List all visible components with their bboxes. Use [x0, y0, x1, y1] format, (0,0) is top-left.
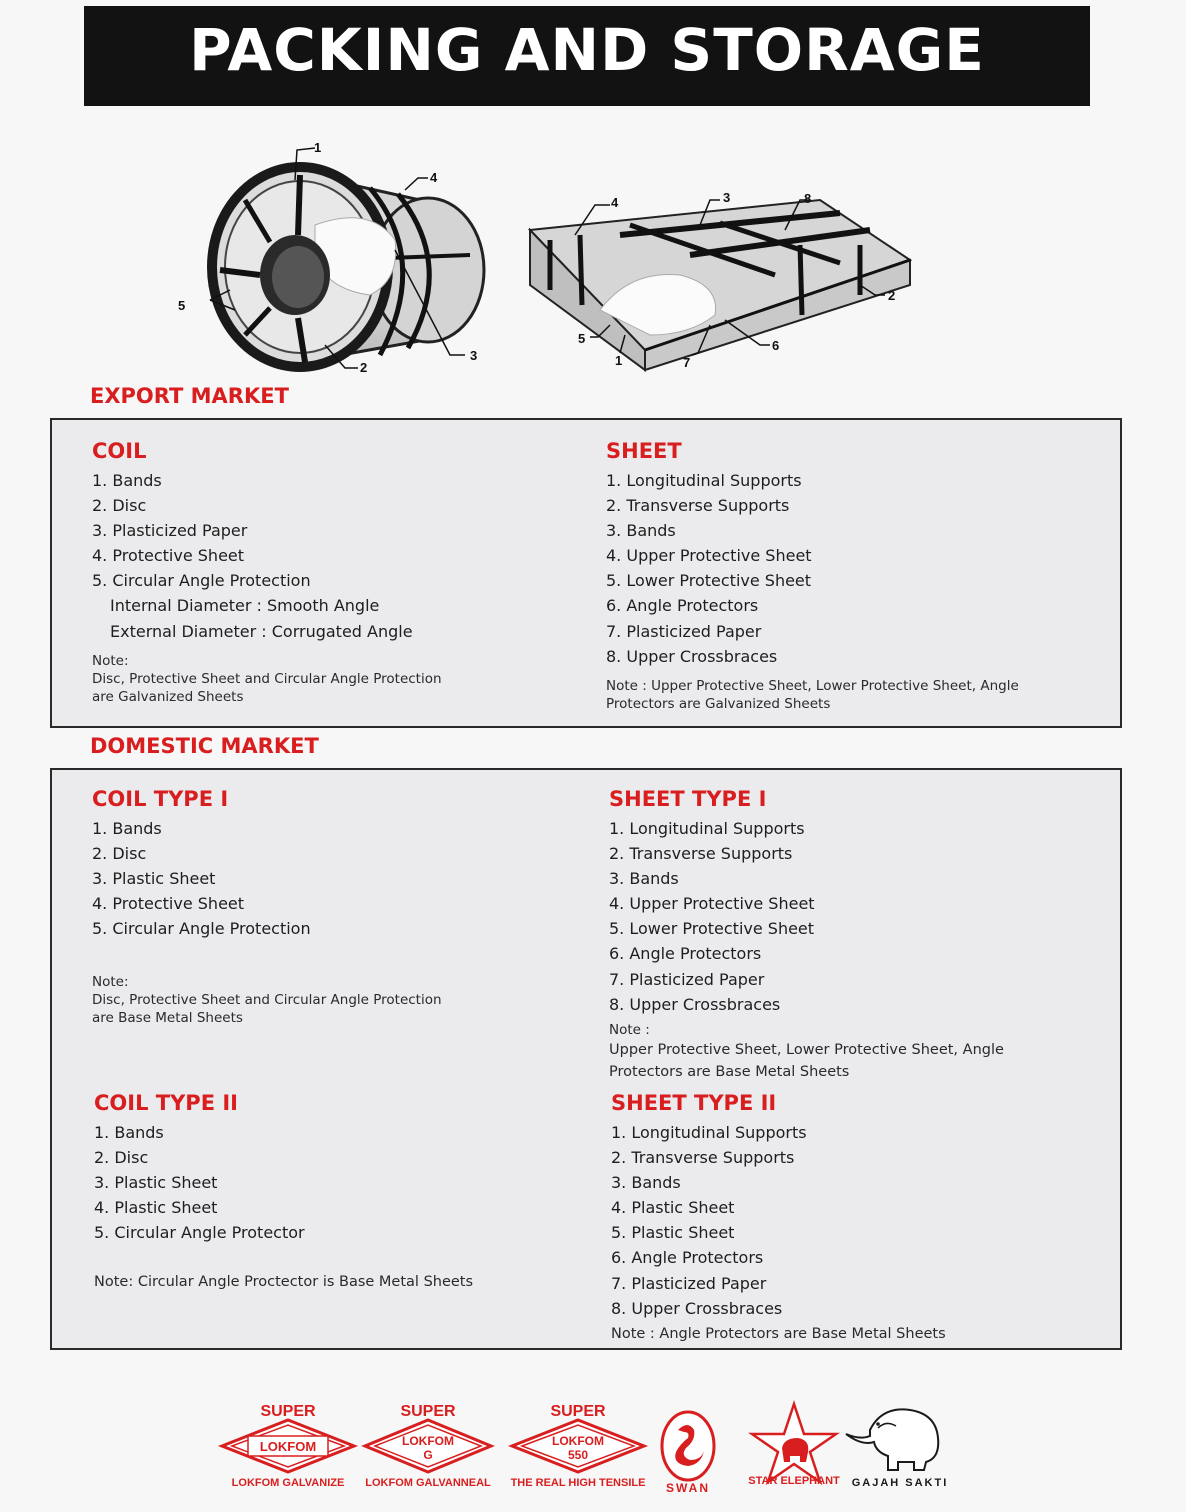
- list-item: 8. Upper Crossbraces: [611, 1298, 783, 1318]
- sheet-type-1-list: [609, 816, 1004, 1017]
- brand-lokfom-galvanneal: [365, 1403, 491, 1489]
- sheet-type-1-note-title: Note :: [609, 1021, 650, 1038]
- list-item: 5. Lower Protective Sheet: [609, 919, 815, 939]
- sheet-type-1-note-line: Protectors are Base Metal Sheets: [609, 1063, 850, 1080]
- list-item: 2. Transverse Supports: [609, 844, 793, 864]
- list-item: 5. Circular Angle Protection: [92, 919, 311, 939]
- domestic-panel: [50, 768, 1122, 1350]
- list-item: 6. Angle Protectors: [611, 1248, 764, 1268]
- export-sheet-column: [606, 438, 1019, 713]
- list-item: 6. Angle Protectors: [609, 944, 762, 964]
- list-item: 6. Angle Protectors: [606, 596, 759, 616]
- coil-label-5: 5: [178, 298, 186, 313]
- list-item: 1. Longitudinal Supports: [611, 1123, 807, 1142]
- list-item: 4. Protective Sheet: [92, 894, 245, 914]
- list-item: 3. Bands: [606, 521, 676, 541]
- coil-type-1-note-line: are Base Metal Sheets: [92, 1010, 243, 1027]
- coil-type-1-note-line: Disc, Protective Sheet and Circular Angle Protection: [92, 992, 442, 1009]
- brand-2-super: SUPER: [400, 1403, 456, 1420]
- sheet-type-2-heading: SHEET TYPE II: [611, 1091, 777, 1115]
- coil-type-1-column: [92, 786, 442, 1027]
- list-item: 5. Lower Protective Sheet: [606, 571, 812, 591]
- sheet-type-2-column: [611, 1090, 946, 1343]
- sheet-label-8: 8: [804, 191, 812, 206]
- list-item: 8. Upper Crossbraces: [609, 994, 781, 1014]
- export-coil-list: [92, 468, 442, 644]
- brand-gajah-sakti: [846, 1409, 948, 1489]
- brand-lokfom-550: [511, 1403, 646, 1489]
- brand-2-badge: LOKFOM: [402, 1434, 454, 1448]
- sheet-label-7: 7: [683, 355, 691, 370]
- brand-3-caption: THE REAL HIGH TENSILE: [510, 1477, 646, 1489]
- list-item: 7. Plasticized Paper: [609, 969, 765, 989]
- coil-diagram: [170, 130, 510, 380]
- list-item: Internal Diameter : Smooth Angle: [110, 596, 380, 616]
- list-item: 8. Upper Crossbraces: [606, 646, 778, 666]
- list-item: 1. Bands: [92, 471, 162, 490]
- list-item: 1. Bands: [92, 819, 162, 838]
- list-item: 5. Circular Angle Protector: [94, 1223, 305, 1243]
- sheet-diagram: [520, 185, 920, 375]
- list-item: 7. Plasticized Paper: [606, 621, 762, 641]
- list-item: 3. Bands: [609, 869, 679, 889]
- export-coil-heading: COIL: [92, 439, 147, 463]
- brand-3-super: SUPER: [550, 1403, 606, 1420]
- list-item: External Diameter : Corrugated Angle: [110, 621, 413, 641]
- export-coil-note-line: Disc, Protective Sheet and Circular Angle Protection: [92, 670, 442, 687]
- export-coil-note-line: are Galvanized Sheets: [92, 688, 244, 705]
- brand-3-badge-sub: 550: [567, 1448, 589, 1462]
- brand-6-caption: GAJAH SAKTI: [851, 1477, 949, 1489]
- sheet-type-2-list: [611, 1120, 946, 1321]
- export-sheet-heading: SHEET: [606, 439, 682, 463]
- brand-4-caption: SWAN: [666, 1481, 710, 1495]
- list-item: 2. Disc: [92, 844, 147, 864]
- export-coil-note-title: Note:: [92, 652, 129, 669]
- brand-5-caption: STAR ELEPHANT: [748, 1475, 840, 1487]
- coil-label-4: 4: [430, 170, 438, 185]
- brand-logos: [210, 1390, 970, 1500]
- list-item: 4. Plastic Sheet: [94, 1198, 218, 1218]
- sheet-label-1: 1: [615, 353, 623, 368]
- list-item: 5. Circular Angle Protection: [92, 571, 311, 591]
- sheet-label-4: 4: [611, 195, 619, 210]
- sheet-type-1-column: [609, 786, 1004, 1083]
- sheet-label-5: 5: [578, 331, 586, 346]
- list-item: 2. Disc: [94, 1148, 149, 1168]
- sheet-type-1-note-line: Upper Protective Sheet, Lower Protective Sheet, Angle: [609, 1041, 1004, 1058]
- export-sheet-note-line: Protectors are Galvanized Sheets: [606, 695, 831, 712]
- brand-2-badge-sub: G: [423, 1448, 433, 1462]
- list-item: 7. Plasticized Paper: [611, 1273, 767, 1293]
- list-item: 2. Transverse Supports: [611, 1148, 795, 1168]
- brand-1-badge: LOKFOM: [259, 1439, 317, 1454]
- brand-1-caption: LOKFOM GALVANIZE: [231, 1477, 345, 1489]
- list-item: 4. Upper Protective Sheet: [609, 894, 815, 914]
- coil-type-1-heading: COIL TYPE I: [92, 787, 229, 811]
- brand-2-caption: LOKFOM GALVANNEAL: [365, 1477, 491, 1489]
- coil-label-2: 2: [360, 360, 368, 375]
- list-item: 4. Protective Sheet: [92, 546, 245, 566]
- export-market-label: EXPORT MARKET: [90, 384, 289, 408]
- export-panel: [50, 418, 1122, 728]
- sheet-label-3: 3: [723, 190, 731, 205]
- export-coil-column: [92, 438, 442, 706]
- brand-lokfom-galvanize: [222, 1403, 354, 1489]
- brand-star-elephant: [748, 1404, 840, 1487]
- list-item: 3. Plasticized Paper: [92, 521, 248, 541]
- list-item: 3. Plastic Sheet: [94, 1173, 218, 1193]
- list-item: 4. Plastic Sheet: [611, 1198, 735, 1218]
- coil-label-1: 1: [314, 140, 322, 155]
- export-sheet-note-line: Note : Upper Protective Sheet, Lower Protective Sheet, Angle: [606, 677, 1019, 694]
- sheet-label-2: 2: [888, 288, 896, 303]
- domestic-market-label: DOMESTIC MARKET: [90, 734, 319, 758]
- coil-type-2-column: [94, 1090, 473, 1291]
- brand-swan: [662, 1412, 714, 1495]
- list-item: 1. Bands: [94, 1123, 164, 1142]
- list-item: 3. Bands: [611, 1173, 681, 1193]
- export-sheet-list: [606, 468, 1019, 669]
- list-item: 1. Longitudinal Supports: [609, 819, 805, 838]
- brand-1-super: SUPER: [260, 1403, 316, 1420]
- sheet-type-2-note-line: Note : Angle Protectors are Base Metal Sheets: [611, 1325, 946, 1342]
- sheet-label-6: 6: [772, 338, 780, 353]
- brand-3-badge: LOKFOM: [552, 1434, 604, 1448]
- coil-label-3: 3: [470, 348, 478, 363]
- list-item: 5. Plastic Sheet: [611, 1223, 735, 1243]
- page-title: PACKING AND STORAGE: [84, 6, 1090, 106]
- list-item: 4. Upper Protective Sheet: [606, 546, 812, 566]
- coil-type-2-list: [94, 1120, 473, 1245]
- list-item: 2. Transverse Supports: [606, 496, 790, 516]
- list-item: 3. Plastic Sheet: [92, 869, 216, 889]
- coil-type-1-list: [92, 816, 442, 941]
- sheet-type-1-heading: SHEET TYPE I: [609, 787, 767, 811]
- coil-type-2-note-line: Note: Circular Angle Proctector is Base Metal Sheets: [94, 1274, 474, 1291]
- list-item: 1. Longitudinal Supports: [606, 471, 802, 490]
- list-item: 2. Disc: [92, 496, 147, 516]
- coil-type-1-note-title: Note:: [92, 974, 129, 991]
- coil-type-2-heading: COIL TYPE II: [94, 1091, 238, 1115]
